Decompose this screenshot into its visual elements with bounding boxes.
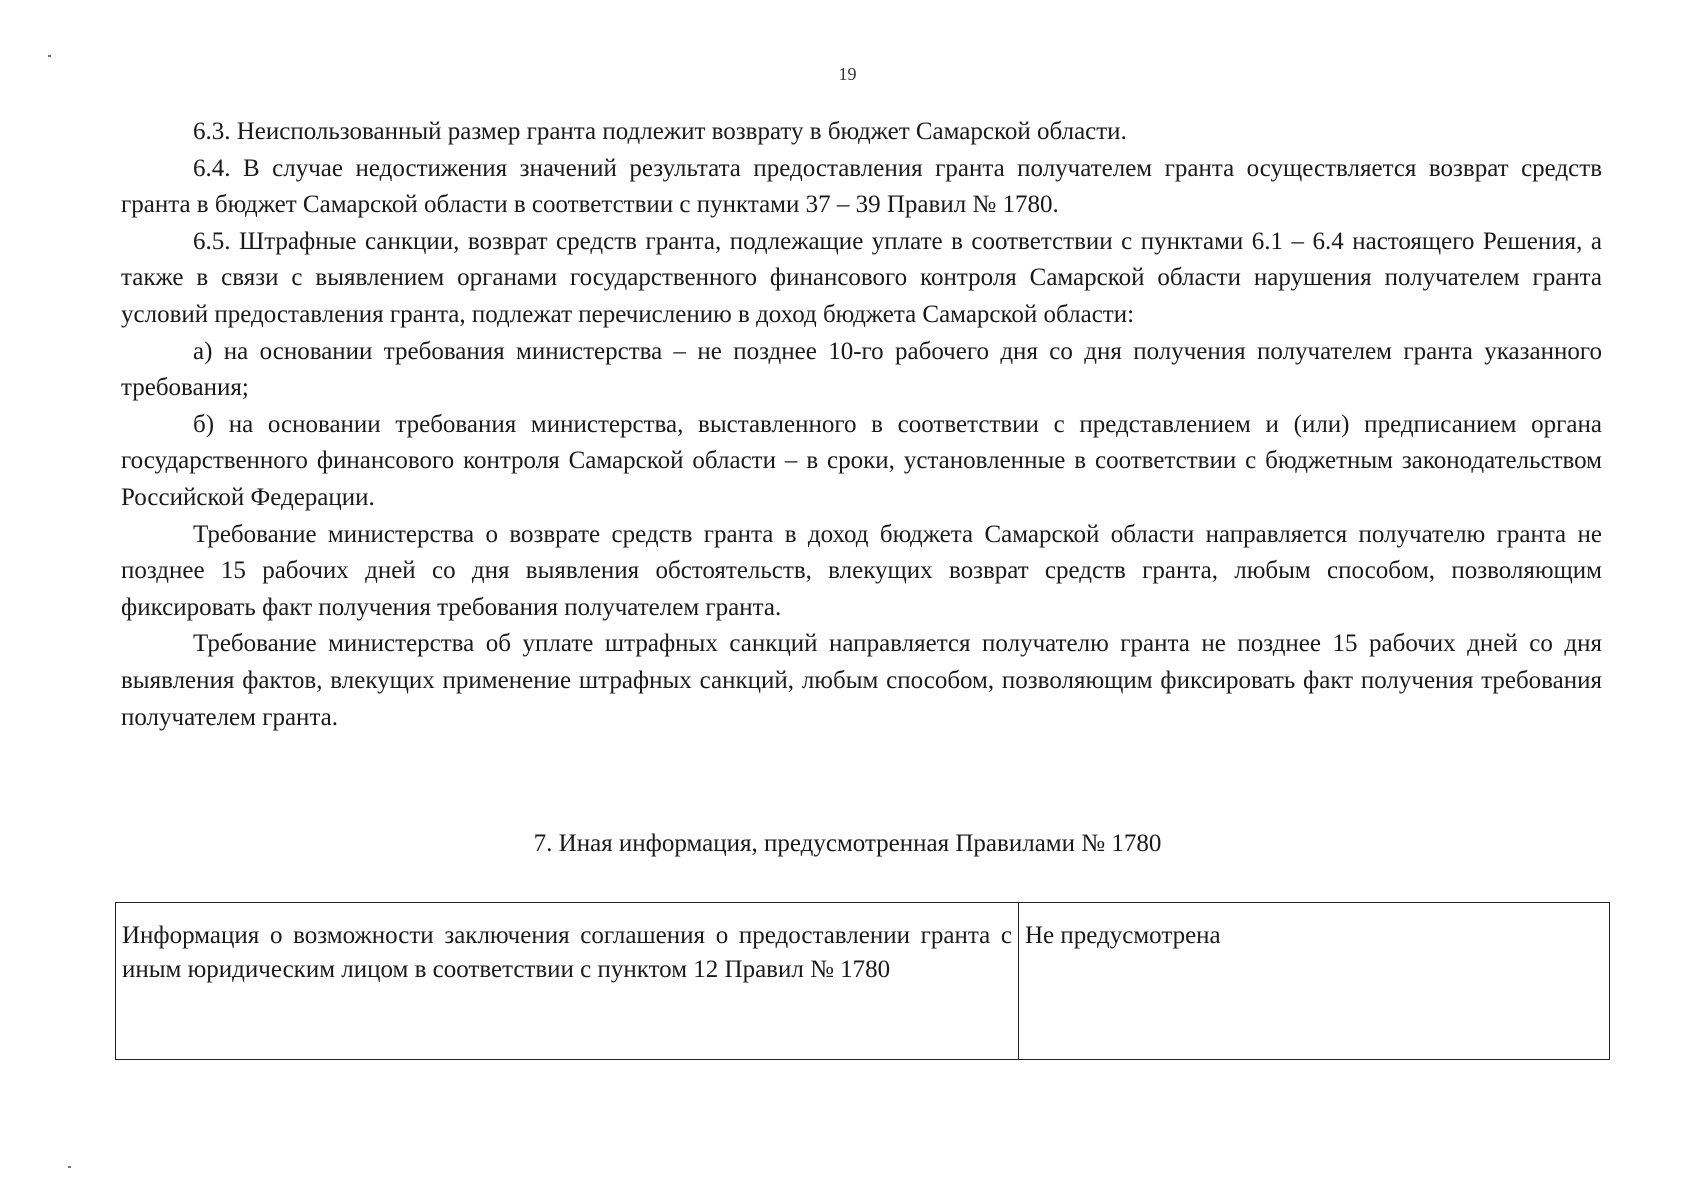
scan-speck [48, 55, 51, 57]
paragraph-6-5-a: а) на основании требования министерства – не позднее 10-го рабочего дня со дня получения получателем гранта указанного требования; [121, 337, 1602, 402]
page-number: 19 [838, 64, 857, 84]
paragraph-6-4: 6.4. В случае недостижения значений результата предоставления гранта получателем гранта осуществляется возврат средств гранта в бюджет Самарской области в соответствии с пунктами 37 – 39 Правил № 1780. [121, 154, 1602, 219]
document-body [121, 114, 1602, 736]
other-info-table [115, 902, 1610, 1060]
scan-speck [68, 1166, 71, 1168]
table-row [116, 903, 1610, 1060]
paragraph-6-3: 6.3. Неиспользованный размер гранта подлежит возврату в бюджет Самарской области. [193, 118, 1127, 145]
table-cell-value: Не предусмотрена [1019, 903, 1610, 1060]
paragraph-6-5: 6.5. Штрафные санкции, возврат средств гранта, подлежащие уплате в соответствии с пунктами 6.1 – 6.4 настоящего Решения, а также в связи с выявлением органами государственного финансового контроля Самарской области нарушения получателем гранта условий предоставления гранта, подлежат перечислению в доход бюджета Самарской области: [121, 227, 1602, 328]
paragraph-6-5-b: б) на основании требования министерства, выставленного в соответствии с представлением и (или) предписанием органа государственного финансового контроля Самарской области – в сроки, установленные в соответствии с бюджетным законодательством Российской Федерации. [121, 410, 1602, 511]
paragraph-penalty-requirement: Требование министерства об уплате штрафных санкций направляется получателю гранта не позднее 15 рабочих дней со дня выявления фактов, влекущих применение штрафных санкций, любым способом, позволяющим фиксировать факт получения требования получателем гранта. [121, 630, 1602, 731]
section-7-heading: 7. Иная информация, предусмотренная Правилами № 1780 [533, 830, 1162, 857]
table-cell-label: Информация о возможности заключения соглашения о предоставлении гранта с иным юридическим лицом в соответствии с пунктом 12 Правил № 1780 [116, 903, 1019, 1060]
paragraph-return-requirement: Требование министерства о возврате средств гранта в доход бюджета Самарской области направляется получателю гранта не позднее 15 рабочих дней со дня выявления обстоятельств, влекущих возврат средств гранта, любым способом, позволяющим фиксировать факт получения требования получателем гранта. [121, 520, 1602, 621]
